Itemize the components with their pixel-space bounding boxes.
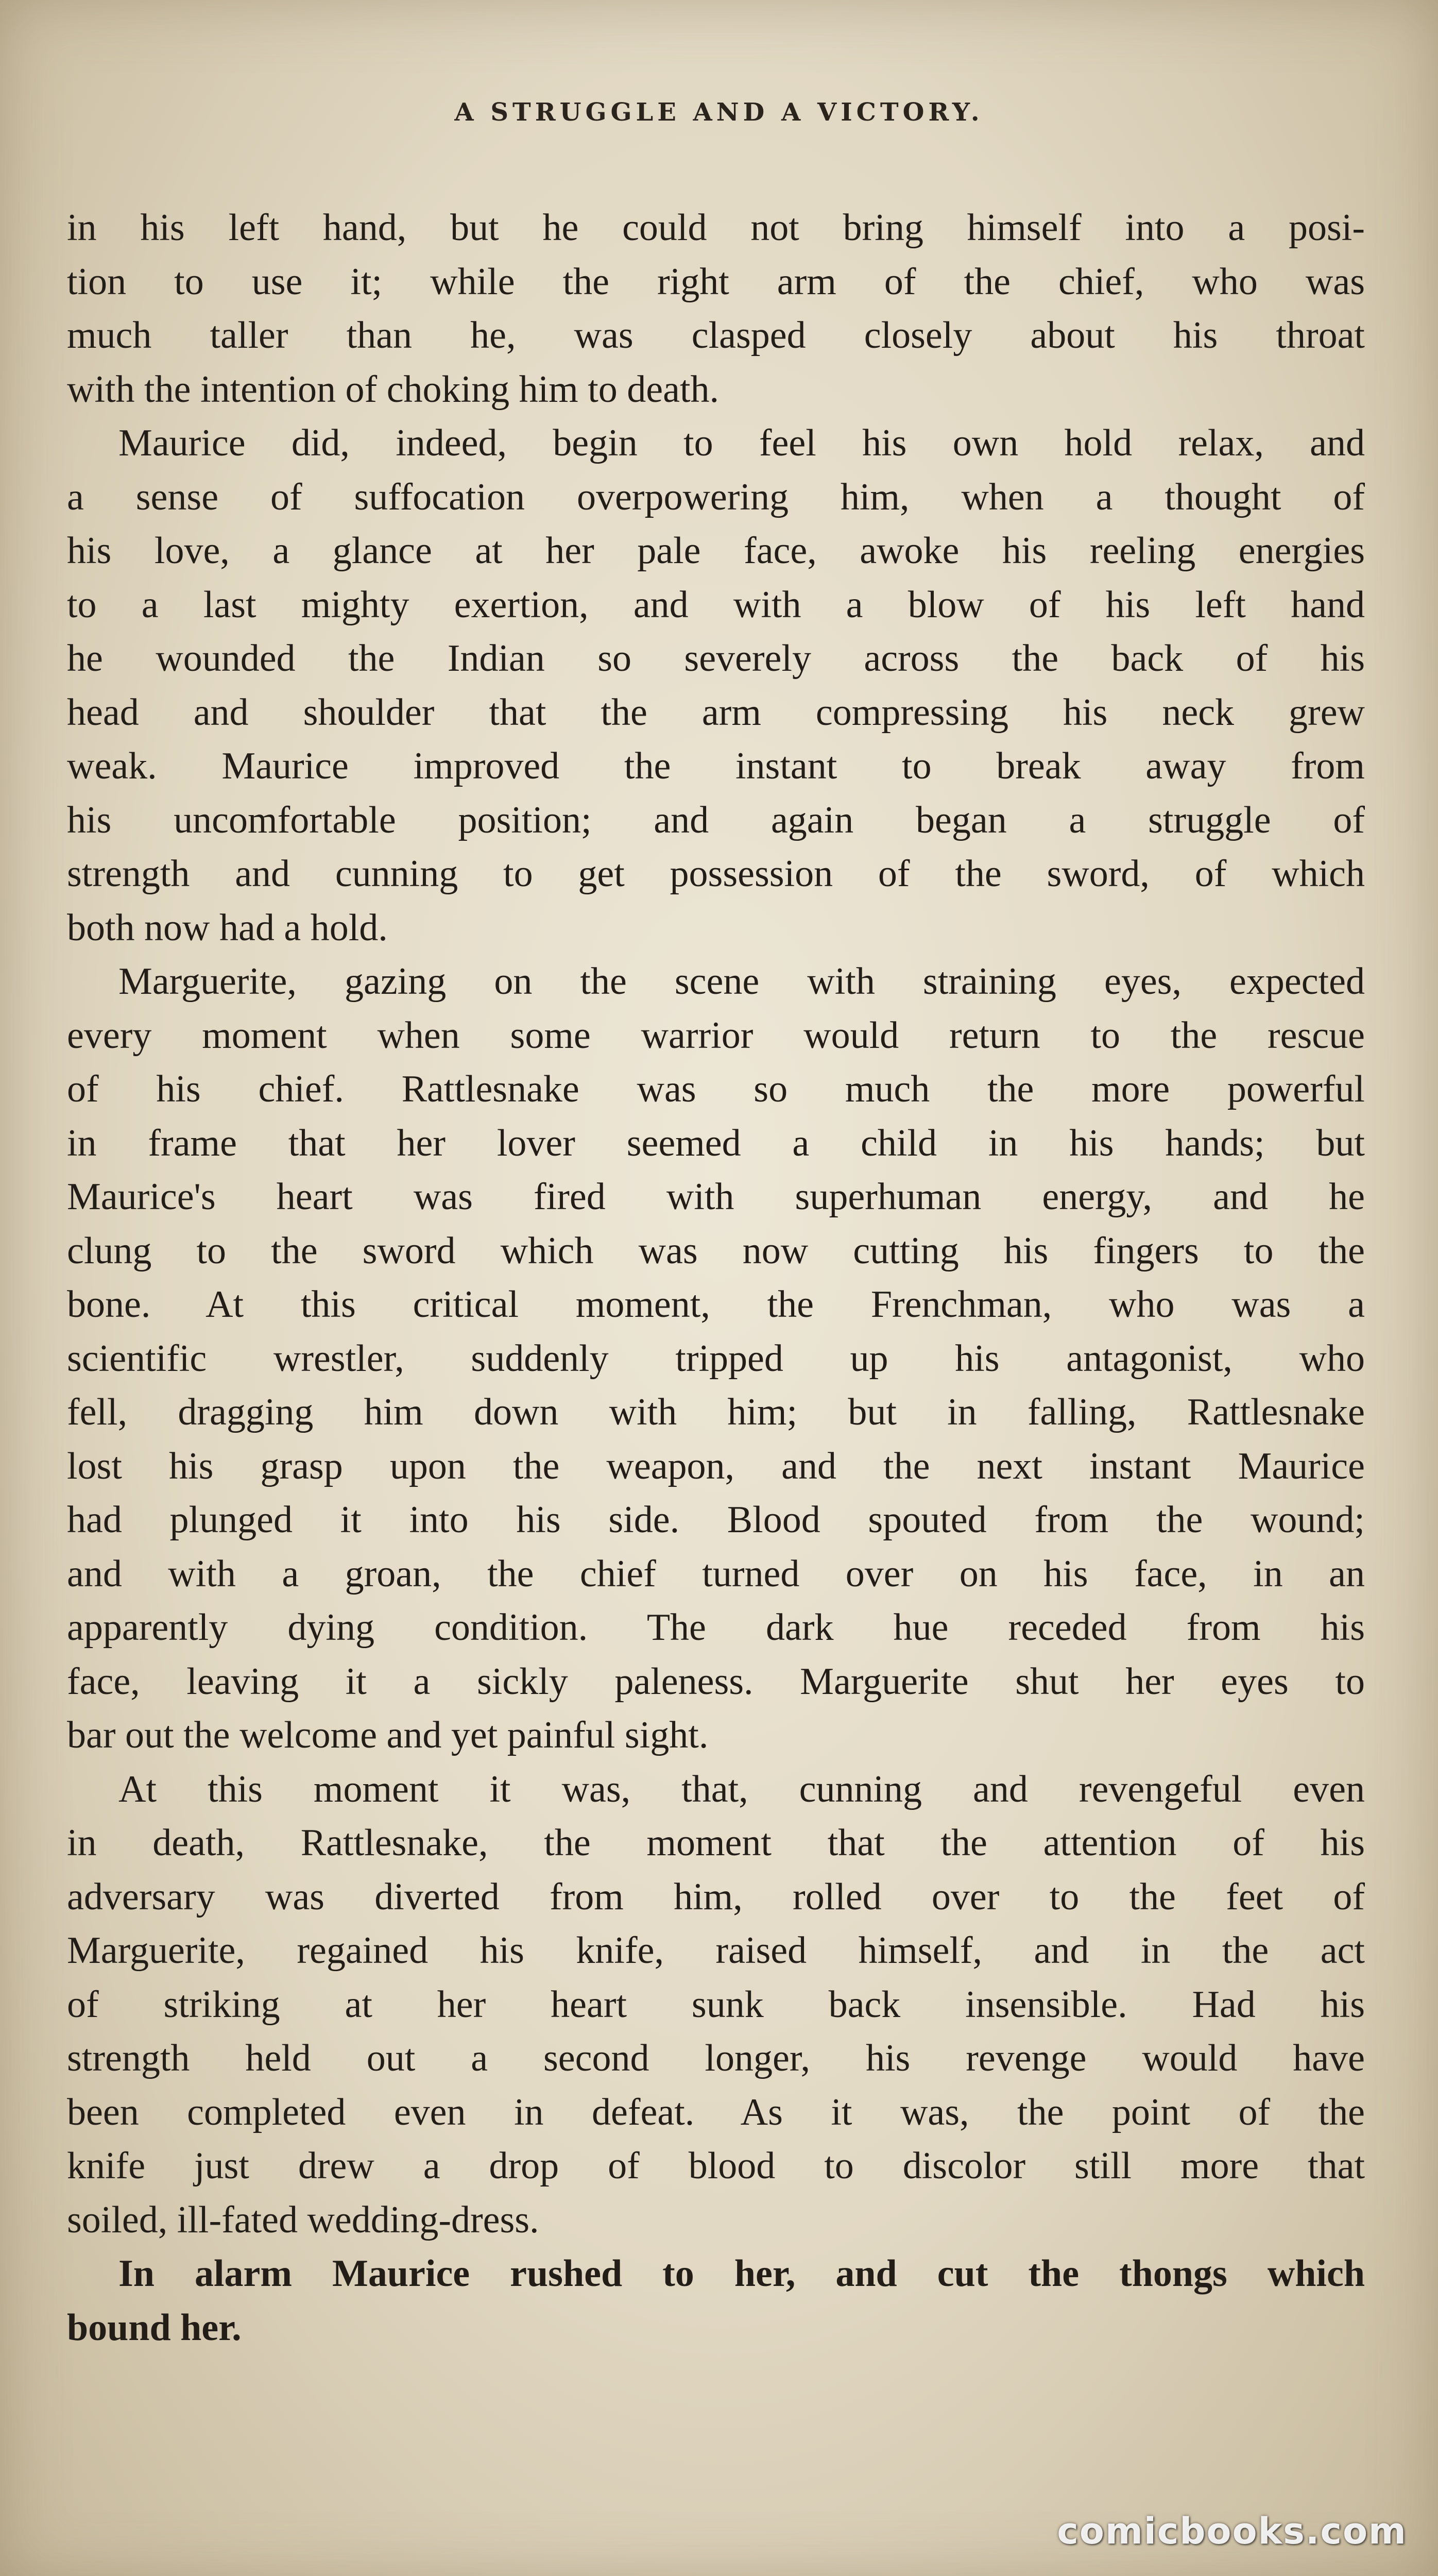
text-line: strength held out a second longer, his revenge would have <box>67 2037 1365 2079</box>
text-line: face, leaving it a sickly paleness. Marguerite shut her eyes to <box>67 1660 1365 1703</box>
text-line: in frame that her lover seemed a child in his hands; but <box>67 1122 1365 1164</box>
text-line: clung to the sword which was now cutting his fingers to the <box>67 1229 1365 1272</box>
text-line: been completed even in defeat. As it was, the point of the <box>67 2091 1365 2133</box>
text-line: apparently dying condition. The dark hue receded from his <box>67 1606 1365 1649</box>
text-line: At this moment it was, that, cunning and revengeful even <box>118 1768 1365 1810</box>
paragraph-2 <box>67 416 1365 955</box>
text-line: his uncomfortable position; and again began a struggle of <box>67 799 1365 841</box>
text-line: in his left hand, but he could not bring himself into a posi- <box>67 207 1365 249</box>
text-line: and with a groan, the chief turned over on his face, in an <box>67 1552 1365 1595</box>
text-line: In alarm Maurice rushed to her, and cut the thongs which <box>118 2252 1365 2295</box>
text-line: much taller than he, was clasped closely about his throat <box>67 314 1365 357</box>
text-line: weak. Maurice improved the instant to break away from <box>67 745 1365 787</box>
text-line: with the intention of choking him to death. <box>67 368 720 411</box>
text-line: bone. At this critical moment, the Frenchman, who was a <box>67 1283 1365 1326</box>
text-line: bound her. <box>67 2306 242 2349</box>
site-watermark: comicbooks.com <box>1057 2510 1407 2552</box>
text-line: Marguerite, regained his knife, raised himself, and in the act <box>67 1929 1365 1972</box>
text-line: fell, dragging him down with him; but in falling, Rattlesnake <box>67 1391 1365 1433</box>
text-line: head and shoulder that the arm compressing his neck grew <box>67 691 1365 734</box>
running-head: A STRUGGLE AND A VICTORY. <box>454 98 984 127</box>
text-line: a sense of suffocation overpowering him, when a thought of <box>67 476 1365 518</box>
text-line: both now had a hold. <box>67 906 388 949</box>
body-text <box>67 201 1365 2354</box>
text-line: soiled, ill-fated wedding-dress. <box>67 2198 539 2241</box>
text-line: adversary was diverted from him, rolled over to the feet of <box>67 1875 1365 1918</box>
paragraph-5 <box>67 2247 1365 2354</box>
text-line: to a last mighty exertion, and with a blow of his left hand <box>67 583 1365 626</box>
text-line: knife just drew a drop of blood to discolor still more that <box>67 2145 1365 2187</box>
text-line: lost his grasp upon the weapon, and the next instant Maurice <box>67 1445 1365 1487</box>
paragraph-3 <box>67 955 1365 1762</box>
text-line: Maurice did, indeed, begin to feel his own hold relax, and <box>118 422 1365 464</box>
text-line: his love, a glance at her pale face, awoke his reeling energies <box>67 530 1365 572</box>
text-line: Marguerite, gazing on the scene with straining eyes, expected <box>118 960 1365 1003</box>
text-line: had plunged it into his side. Blood spouted from the wound; <box>67 1499 1365 1541</box>
text-line: every moment when some warrior would return to the rescue <box>67 1014 1365 1057</box>
text-line: in death, Rattlesnake, the moment that the attention of his <box>67 1822 1365 1864</box>
paragraph-1 <box>67 201 1365 416</box>
text-line: bar out the welcome and yet painful sight. <box>67 1714 709 1756</box>
text-line: strength and cunning to get possession of the sword, of which <box>67 853 1365 895</box>
text-line: of striking at her heart sunk back insensible. Had his <box>67 1983 1365 2026</box>
text-line: Maurice's heart was fired with superhuman energy, and he <box>67 1176 1365 1218</box>
paragraph-4 <box>67 1762 1365 2247</box>
text-line: tion to use it; while the right arm of the chief, who was <box>67 260 1365 303</box>
text-line: scientific wrestler, suddenly tripped up his antagonist, who <box>67 1337 1365 1380</box>
text-line: he wounded the Indian so severely across the back of his <box>67 637 1365 680</box>
text-line: of his chief. Rattlesnake was so much the more powerful <box>67 1068 1365 1110</box>
